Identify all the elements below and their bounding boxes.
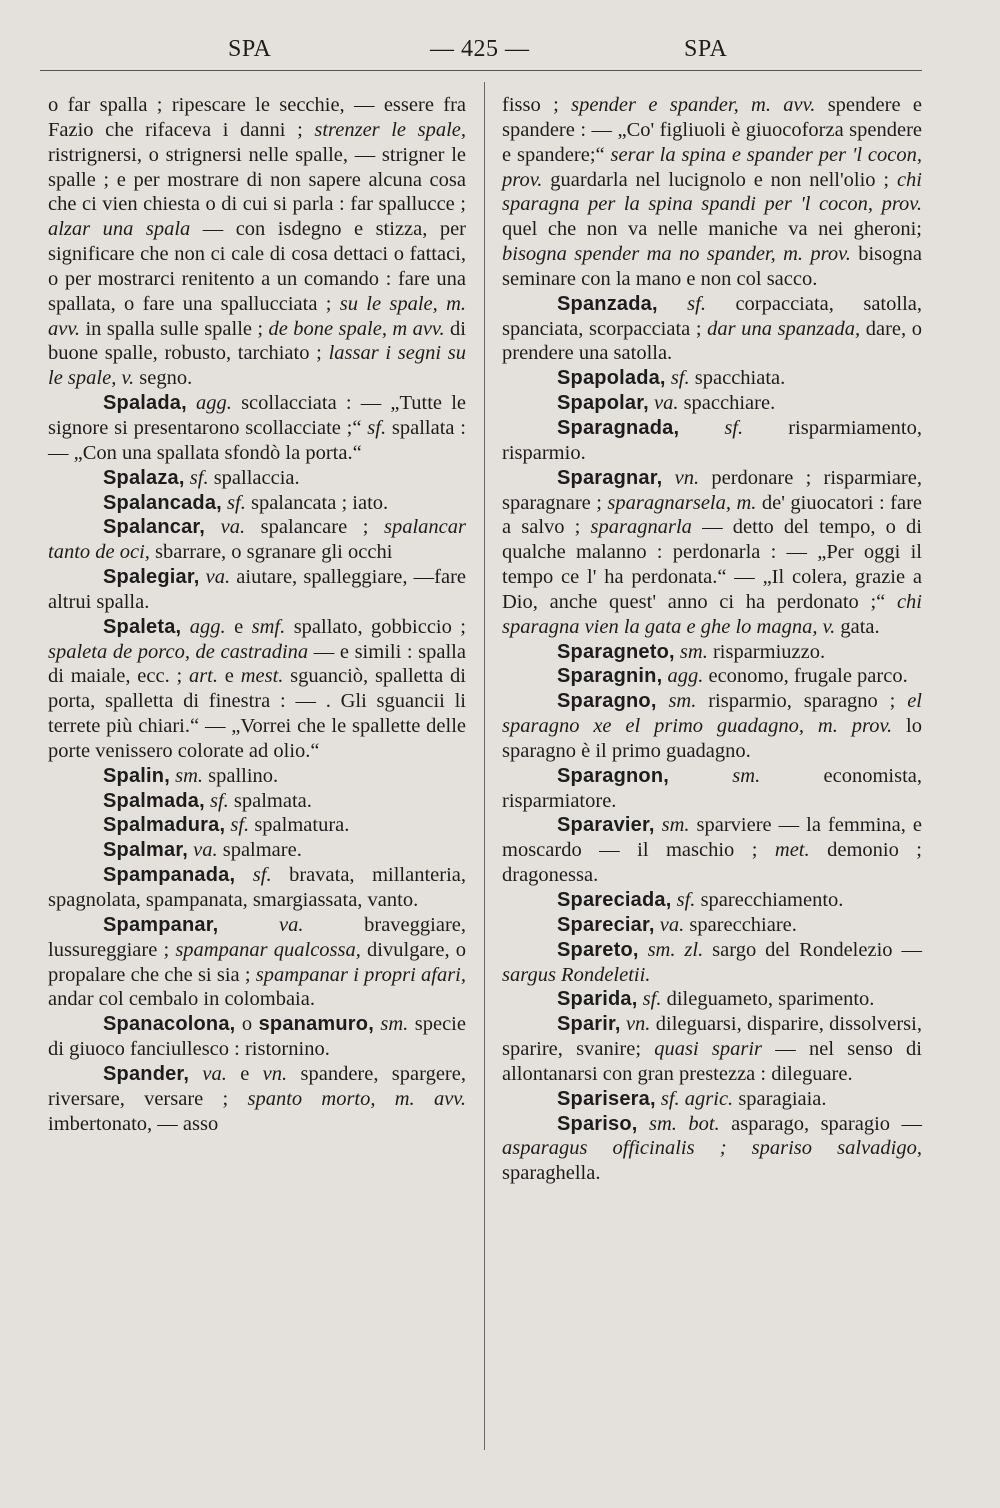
header-rule	[40, 70, 922, 71]
italic-text: sf.	[221, 491, 246, 514]
italic-text: sf.	[204, 789, 229, 812]
definition-text: spallino.	[203, 764, 279, 787]
italic-text: sm. zl.	[638, 938, 704, 961]
italic-text: su le spale, m. avv.	[48, 292, 466, 340]
dictionary-entry	[48, 1062, 466, 1137]
definition-text: de' giuocatori : fare a salvo ;	[502, 491, 922, 539]
dictionary-entry	[502, 938, 922, 988]
headword: Sparagnin,	[557, 665, 663, 688]
headword: Sparida,	[557, 988, 638, 1011]
italic-text: va.	[189, 1062, 227, 1085]
headword: Spaleta,	[103, 615, 182, 638]
entry-continuation	[48, 93, 466, 391]
entry-continuation	[502, 93, 922, 292]
dictionary-entry	[502, 689, 922, 764]
definition-text: dileguameto, sparimento.	[661, 988, 875, 1011]
dictionary-entry	[502, 1087, 922, 1112]
definition-text: o far spalla ; ripescare le secchie, — essere fra Fazio che rifaceva i danni ;	[48, 94, 466, 141]
italic-text: sf.	[657, 292, 706, 315]
italic-text: sf.	[679, 416, 744, 439]
italic-text: agg.	[181, 615, 226, 638]
italic-text: smf.	[251, 615, 286, 638]
headword: Spalmada,	[103, 789, 205, 812]
headword: Spalin,	[103, 764, 170, 787]
headword: Sparir,	[557, 1013, 621, 1036]
italic-text: de bone spale, m avv.	[268, 317, 445, 340]
definition-text: dileguarsi, disparire, dissolversi, sparire, svanire;	[502, 1013, 922, 1061]
definition-text: — e simili : spalla di maiale, ecc. ;	[48, 640, 466, 688]
dictionary-entry	[48, 466, 466, 491]
definition-text: economista, risparmiatore.	[502, 764, 922, 812]
headword: Sparagnada,	[557, 416, 680, 439]
italic-text: sm.	[669, 764, 761, 787]
headword: Spalancada,	[103, 491, 222, 514]
italic-text: spalancar tanto de oci,	[48, 516, 466, 564]
page-number: — 425 —	[430, 36, 530, 62]
italic-text: sf.	[184, 466, 209, 489]
headword: Spalmadura,	[103, 814, 226, 837]
dictionary-entry	[502, 640, 922, 665]
definition-text: risparmio, sparagno ;	[696, 690, 908, 713]
dictionary-entry	[48, 1012, 466, 1062]
italic-text: spanto morto, m. avv.	[247, 1087, 466, 1110]
definition-text: aiutare, spalleggiare, —fare altrui spalla.	[48, 566, 466, 613]
headword: Spareto,	[557, 938, 639, 961]
definition-text: spacchiare.	[678, 392, 776, 415]
definition-text: corpacciata, satolla, spanciata, scorpacciata ;	[502, 292, 922, 340]
definition-text: in spalla sulle spalle ;	[80, 317, 269, 340]
italic-text: va.	[187, 839, 218, 862]
page-header	[0, 36, 1000, 70]
italic-text: va.	[218, 913, 304, 936]
italic-text: sf.	[367, 416, 387, 439]
italic-text: sf.	[637, 988, 662, 1011]
italic-text: art.	[188, 665, 219, 688]
definition-text: spacchiata.	[689, 367, 786, 390]
headword: Spalada,	[103, 392, 187, 415]
italic-text: sf.	[665, 367, 690, 390]
dictionary-entry	[48, 391, 466, 466]
definition-text: e	[225, 615, 252, 638]
headword: Spander,	[103, 1062, 190, 1085]
italic-text: sm.	[674, 640, 708, 663]
definition-text: dare, o prendere una satolla.	[502, 317, 922, 365]
right-column	[502, 93, 922, 1186]
headword: Spalmar,	[103, 839, 188, 862]
italic-text: el sparagno xe el primo guadagno, m. prov.	[502, 690, 922, 738]
italic-text: quasi sparir	[654, 1038, 763, 1061]
dictionary-entry	[502, 664, 922, 689]
dictionary-entry	[48, 789, 466, 814]
headword: Spalancar,	[103, 516, 206, 539]
italic-text: spaleta de porco, de castradina	[48, 640, 309, 663]
italic-text: bisogna spender ma no spander, m. prov.	[502, 243, 851, 266]
dictionary-entry	[502, 888, 922, 913]
definition-text: bisogna seminare con la mano e non col sacco.	[502, 243, 922, 290]
italic-text: chi sparagna vien la gata e ghe lo magna, v.	[502, 590, 922, 638]
definition-text: sparaghella.	[502, 1162, 601, 1185]
definition-text: segno.	[134, 367, 193, 390]
italic-text: vn.	[262, 1062, 288, 1085]
definition-text: braveggiare, lussureggiare ;	[48, 913, 466, 961]
definition-text: sargo del Rondelezio —	[703, 938, 922, 961]
italic-text: spender e spander, m. avv.	[571, 94, 816, 116]
definition-text: andar col cembalo in colombaia.	[48, 988, 315, 1011]
definition-text: perdonare ; risparmiare, sparagnare ;	[502, 466, 922, 514]
italic-text: alzar una spala	[48, 218, 191, 241]
headword: Spampanar,	[103, 913, 219, 936]
italic-text: spampanar i propri afari,	[255, 963, 466, 986]
headword: Spalegiar,	[103, 566, 200, 589]
headword: Spanacolona,	[103, 1013, 236, 1036]
italic-text: sf.	[225, 814, 250, 837]
italic-text: sparagnarla	[590, 516, 692, 539]
definition-text: demonio ; dragonessa.	[502, 839, 922, 887]
italic-text: met.	[774, 839, 810, 862]
italic-text: sargus Rondeletii.	[502, 963, 651, 986]
definition-text: scollacciata : — „Tutte le signore si presentarono scollacciate ;“	[48, 392, 466, 439]
running-head-left: SPA	[228, 36, 272, 62]
italic-text: sm.	[656, 690, 697, 713]
definition-text: asparago, sparagio —	[719, 1112, 922, 1135]
definition-text: risparmiuzzo.	[707, 640, 826, 663]
definition-text: spalmata.	[228, 789, 312, 812]
italic-text: sparagnarsela, m.	[607, 491, 757, 514]
italic-text: strenzer le spale,	[314, 118, 466, 141]
italic-text: va.	[648, 392, 679, 415]
headword: Spariso,	[557, 1112, 638, 1135]
definition-text: fisso ;	[502, 94, 572, 116]
headword: Sparagnar,	[557, 466, 663, 489]
definition-text: di buone spalle, robusto, tarchiato ;	[48, 317, 466, 365]
italic-text: lassar i segni su le spale, v.	[48, 342, 467, 390]
italic-text: va.	[205, 516, 246, 539]
definition-text: guardarla nel lucignolo e non nell'olio ;	[542, 168, 897, 191]
italic-text: sm.	[654, 814, 690, 837]
definition-text: sparecchiamento.	[695, 889, 844, 911]
headword: Spalaza,	[103, 466, 185, 489]
dictionary-entry	[502, 466, 922, 640]
dictionary-entry	[48, 515, 466, 565]
dictionary-entry	[48, 764, 466, 789]
dictionary-entry	[48, 565, 466, 615]
headword: Sparisera,	[557, 1087, 656, 1110]
headword: Spareciar,	[557, 913, 655, 936]
definition-text: e	[226, 1062, 263, 1085]
headword: Sparagno,	[557, 690, 657, 713]
definition-text: o	[235, 1013, 259, 1036]
italic-text: serar la spina e spander per 'l cocon, prov.	[502, 143, 922, 191]
definition-text: sbarrare, o sgranare gli occhi	[149, 541, 393, 564]
italic-text: va.	[654, 913, 685, 936]
definition-text: spalmare.	[217, 839, 302, 862]
headword: Spampanada,	[103, 864, 236, 887]
definition-text: ristrignersi, o strignersi nelle spalle, — strigner le spalle ; e per mostrare di non sapere alcuna cosa che ci vien chiesta o di cui si parla : far spallucce ;	[48, 143, 466, 216]
dictionary-entry	[48, 813, 466, 838]
definition-text: spallaccia.	[208, 466, 300, 489]
headword: Sparagneto,	[557, 640, 675, 663]
dictionary-entry	[502, 416, 922, 466]
dictionary-entry	[502, 1112, 922, 1187]
italic-text: asparagus officinalis ; spariso salvadigo,	[502, 1137, 922, 1160]
dictionary-entry	[502, 292, 922, 367]
definition-text: — detto del tempo, o di qualche malanno : perdonarla : — „Per oggi il tempo ce l' ha perdonata.“ — „Il colera, grazie a Dio, anche quest' anno ci ha perdonato ;“	[502, 516, 922, 613]
headword: Spapolada,	[557, 367, 666, 390]
italic-text: va.	[199, 566, 231, 589]
dictionary-entry	[502, 913, 922, 938]
headword: Spanzada,	[557, 292, 658, 315]
headword: Spapolar,	[557, 392, 649, 415]
definition-text: spalancare ;	[245, 516, 384, 539]
dictionary-entry	[502, 764, 922, 814]
italic-text: sf.	[671, 889, 696, 911]
dictionary-entry	[502, 391, 922, 416]
definition-text: risparmiamento, risparmio.	[502, 416, 922, 464]
definition-text: quel che non va nelle maniche va nei gheroni;	[502, 218, 922, 241]
italic-text: agg.	[186, 392, 232, 415]
italic-text: vn.	[620, 1013, 651, 1036]
italic-text: agg.	[662, 665, 704, 688]
definition-text: spandere, spargere, riversare, versare ;	[48, 1062, 466, 1110]
dictionary-entry	[502, 366, 922, 391]
definition-text: gata.	[835, 615, 880, 638]
definition-text: — con isdegno e stizza, per significare che non ci cale di cosa dettaci o fattaci, o per mostrarci renitento a un comando : fare una spallata, o fare una spallucciata ;	[48, 218, 467, 315]
dictionary-entry	[48, 863, 466, 913]
definition-text: specie di giuoco fanciullesco : ristornino.	[48, 1013, 466, 1061]
definition-text: bravata, millanteria, spagnolata, spampanata, smargiassata, vanto.	[48, 864, 466, 911]
running-head-right: SPA	[684, 36, 728, 62]
definition-text: sparviere — la femmina, e moscardo — il maschio ;	[502, 814, 922, 862]
definition-text: sparagiaia.	[733, 1087, 827, 1110]
dictionary-entry	[48, 913, 466, 1012]
definition-text: sguanciò, spalletta di porta, spalletta di finestra : — . Gli sguancii li terrete più chiari.“ — „Vorrei che le spallette delle porte venissero colorate ad olio.“	[48, 665, 466, 762]
headword: Spareciada,	[557, 889, 672, 911]
definition-text: spalancata ; iato.	[245, 491, 389, 514]
definition-text: spalmatura.	[249, 814, 350, 837]
headword: spanamuro,	[258, 1013, 374, 1036]
dictionary-entry	[502, 1012, 922, 1087]
italic-text: sf.	[235, 864, 272, 887]
definition-text: e	[218, 665, 241, 688]
italic-text: spampanar qualcossa,	[175, 938, 361, 961]
definition-text: divulgare, o propalare che che si sia ;	[48, 938, 467, 986]
dictionary-entry	[48, 491, 466, 516]
column-divider	[484, 82, 485, 1450]
italic-text: vn.	[662, 466, 700, 489]
italic-text: mest.	[240, 665, 284, 688]
dictionary-entry	[48, 615, 466, 764]
definition-text: spallato, gobbiccio ;	[285, 615, 467, 638]
headword: Sparavier,	[557, 814, 655, 837]
definition-text: sparecchiare.	[684, 913, 797, 936]
headword: Sparagnon,	[557, 764, 670, 787]
italic-text: sm.	[169, 764, 204, 787]
italic-text: sf. agric.	[655, 1087, 734, 1110]
italic-text: sm.	[373, 1013, 409, 1036]
italic-text: sm. bot.	[637, 1112, 720, 1135]
definition-text: — nel senso di allontanarsi con gran prestezza : dileguare.	[502, 1038, 922, 1085]
left-column	[48, 93, 466, 1136]
italic-text: chi sparagna per la spina spandi per 'l cocon, prov.	[502, 168, 922, 216]
dictionary-entry	[502, 813, 922, 888]
definition-text: lo sparagno è il primo guadagno.	[502, 715, 922, 762]
dictionary-entry	[502, 987, 922, 1012]
definition-text: imbertonato, — asso	[48, 1112, 219, 1135]
definition-text: economo, frugale parco.	[703, 665, 908, 688]
dictionary-entry	[48, 838, 466, 863]
definition-text: spallata : — „Con una spallata sfondò la porta.“	[48, 416, 466, 464]
definition-text: spendere e spandere : — „Co' figliuoli è giuocoforza spendere e spandere;“	[502, 94, 922, 166]
italic-text: dar una spanzada,	[707, 317, 861, 340]
